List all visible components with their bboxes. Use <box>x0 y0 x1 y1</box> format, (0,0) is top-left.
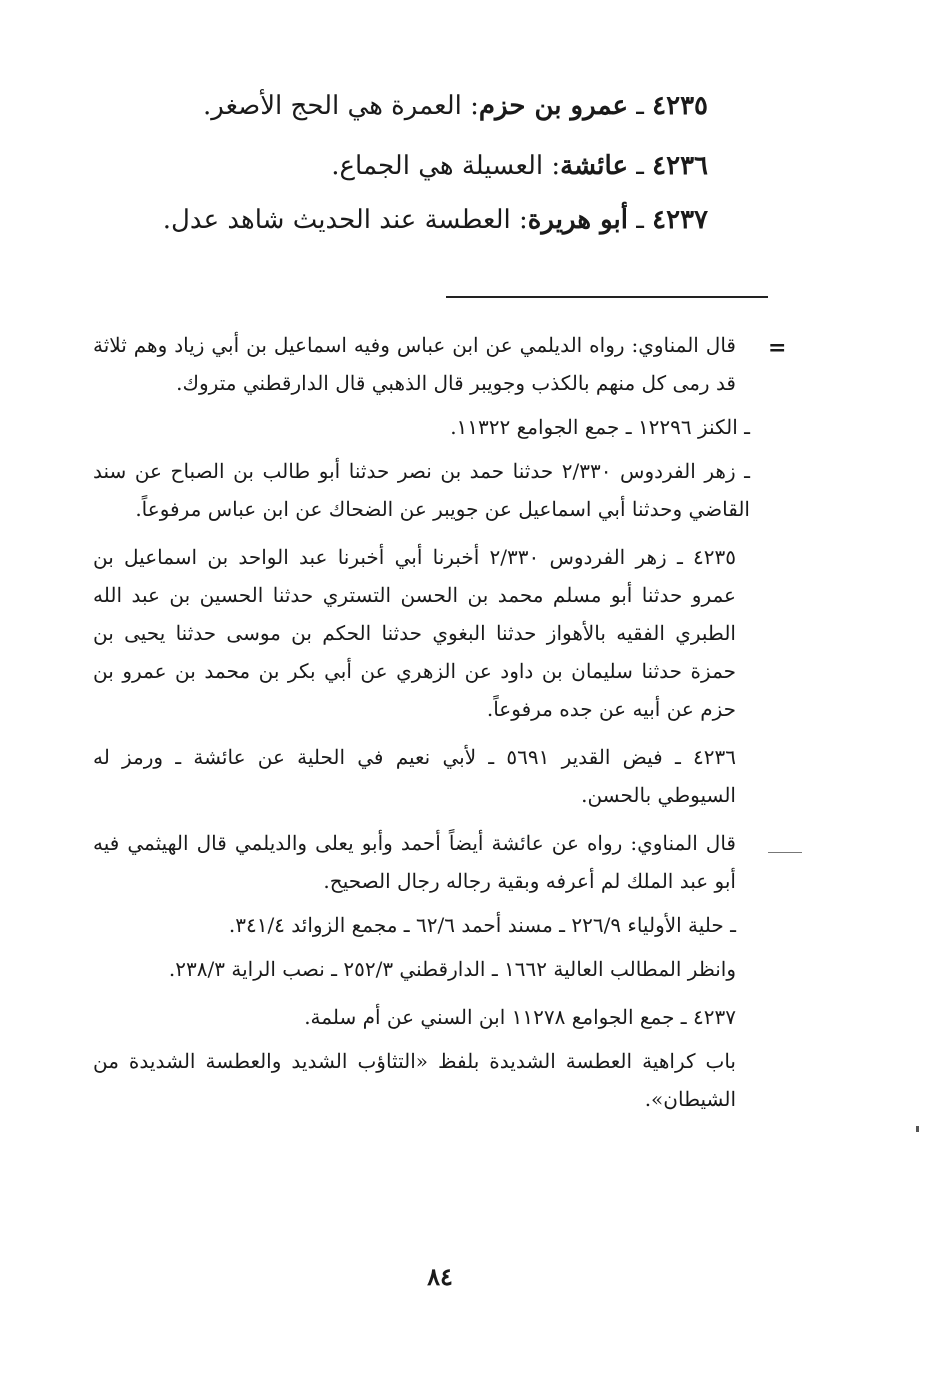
hadith-narrator: عائشة <box>560 151 628 181</box>
hadith-colon: : <box>543 151 561 181</box>
footnote-paragraph: وانظر المطالب العالية ١٦٦٢ ـ الدارقطني ٢٥٢/٣ ـ نصب الراية ٢٣٨/٣. <box>168 957 736 981</box>
footnote-paragraph: قال المناوي: رواه الديلمي عن ابن عباس وفيه اسماعيل بن أبي زياد وهم ثلاثة قد رمى كل منهم بالكذب وجويبر قال الذهبي قال الدارقطني متروك. <box>93 333 736 395</box>
footnote-paragraph: باب كراهية العطسة الشديدة بلفظ «التثاؤب الشديد والعطسة الشديدة من الشيطان». <box>93 1049 736 1111</box>
footnote-paragraph: ـ زهر الفردوس ٢/٣٣٠ حدثنا حمد بن نصر حدثنا أبو طالب بن الصباح عن سند القاضي وحدثنا أبي اسماعيل عن جويبر عن الضحاك عن ابن عباس مرفوعاً. <box>93 459 751 521</box>
hadith-narrator: عمرو بن حزم <box>478 91 628 121</box>
hadith-colon: : <box>461 91 479 121</box>
footnote-paragraph: ٤٢٣٧ ـ جمع الجوامع ١١٢٧٨ ابن السني عن أم سلمة. <box>304 1005 736 1029</box>
hadith-number: ٤٢٣٥ <box>652 91 708 121</box>
hadith-number: ٤٢٣٦ <box>652 151 708 181</box>
hadith-text: العسيلة هي الجماع. <box>331 151 544 181</box>
scan-speck <box>916 1126 919 1132</box>
hadith-dash: ـ <box>627 91 644 121</box>
footnotes <box>93 326 768 1124</box>
footnote-paragraph: ٤٢٣٥ ـ زهر الفردوس ٢/٣٣٠ أخبرنا أبي أخبرنا عبد الواحد بن اسماعيل بن عمرو حدثنا أبو مسلم محمد بن الحسن التستري حدثنا الحسين بن عبد الله الطبري الفقيه بالأهواز حدثنا البغوي حدثنا الحكم بن موسى حدثنا يحيى بن حمزة حدثنا سليمان بن داود عن الزهري عن أبي بكر بن محمد بن عمرو بن حزم عن أبيه عن جده مرفوعاً. <box>93 545 736 721</box>
footnote-paragraph: ـ الكنز ١٢٢٩٦ ـ جمع الجوامع ١١٣٢٢. <box>450 415 750 439</box>
footnote-paragraph: قال المناوي: رواه عن عائشة أيضاً أحمد وأبو يعلى والديلمي قال الهيثمي فيه أبو عبد الملك لم أعرفه وبقية رجاله رجال الصحيح. <box>93 831 736 893</box>
hadith-dash: ـ <box>627 205 644 235</box>
hadith-entry-4235 <box>148 86 708 126</box>
footnote-paragraph: ٤٢٣٦ ـ فيض القدير ٥٦٩١ ـ لأبي نعيم في الحلية عن عائشة ـ ورمز له السيوطي بالحسن. <box>93 745 736 807</box>
hadith-entry-4237 <box>148 200 708 240</box>
hadith-text: العمرة هي الحج الأصغر. <box>203 91 462 121</box>
hadith-dash: ـ <box>627 151 644 181</box>
hadith-number: ٤٢٣٧ <box>652 205 708 235</box>
hadith-colon: : <box>510 205 528 235</box>
hadith-entry-4236 <box>148 146 708 186</box>
hadith-text: العطسة عند الحديث شاهد عدل. <box>162 205 511 235</box>
footnote-paragraph: ـ حلية الأولياء ٢٢٦/٩ ـ مسند أحمد ٦٢/٦ ـ مجمع الزوائد ٣٤١/٤. <box>228 913 736 937</box>
continuation-mark: = <box>768 335 787 361</box>
hadith-narrator: أبو هريرة <box>527 205 628 235</box>
margin-dash <box>768 852 802 853</box>
footnote-separator <box>446 296 768 298</box>
page-number: ٨٤ <box>427 1262 453 1291</box>
